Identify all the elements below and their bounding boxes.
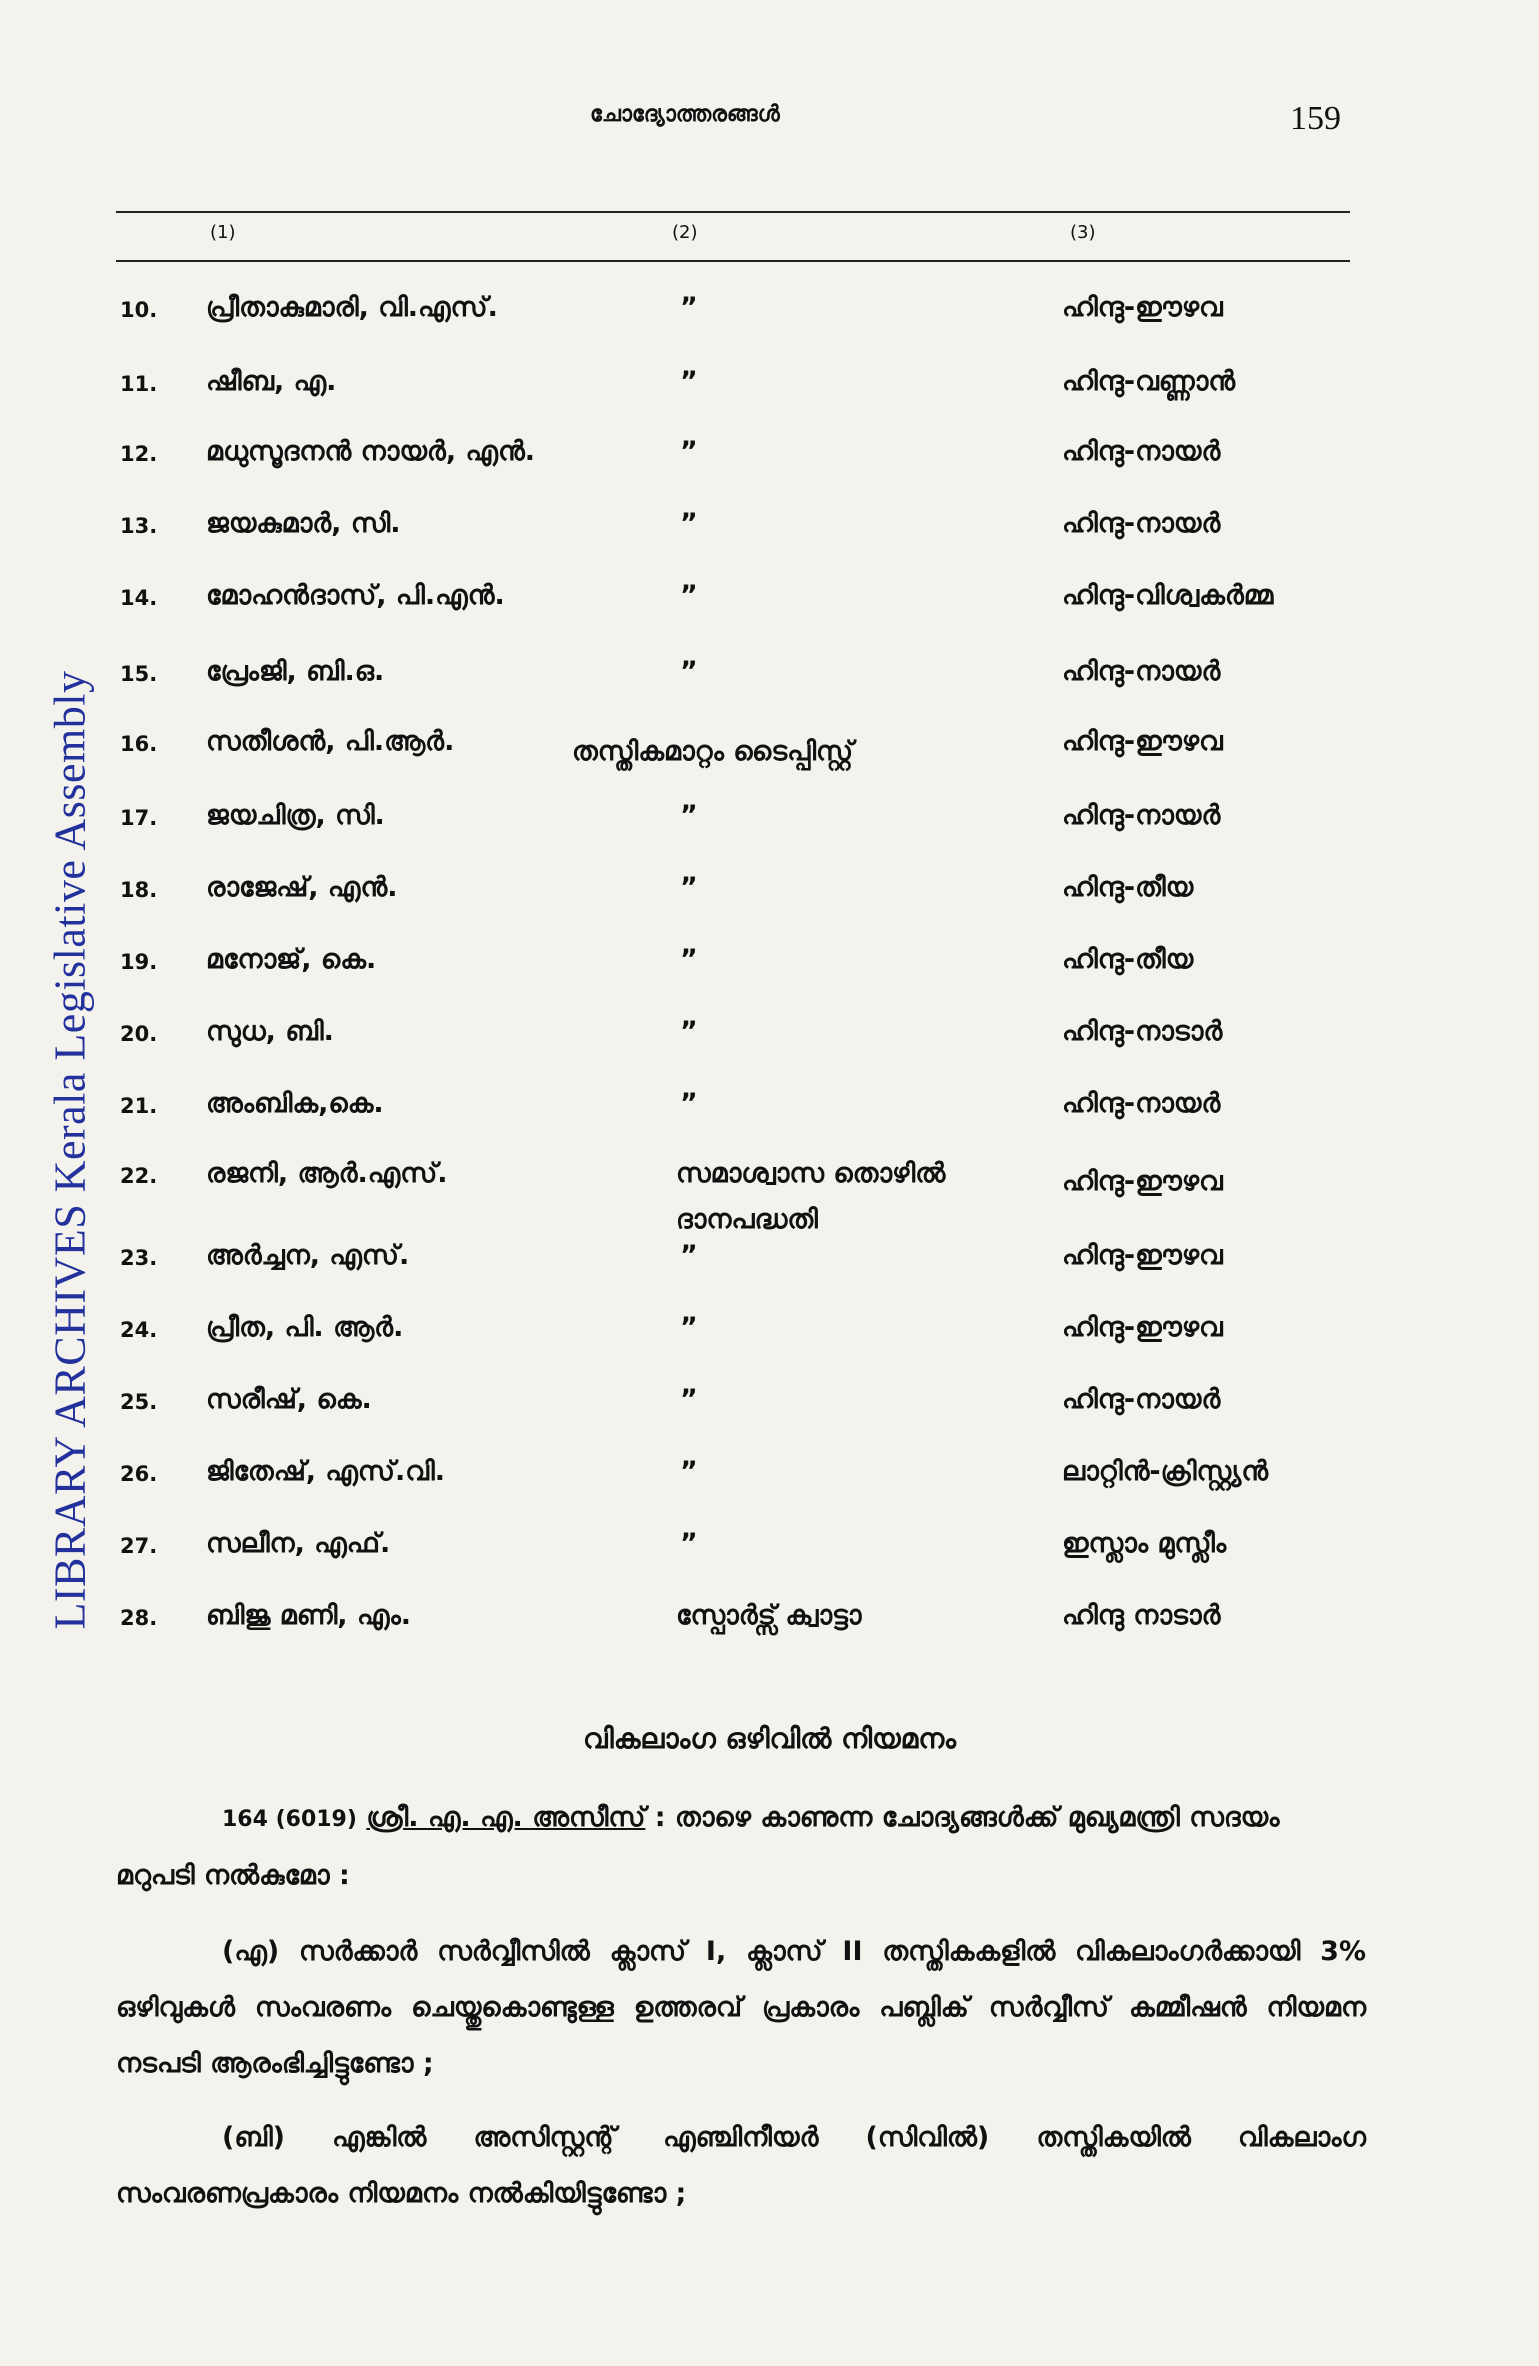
table-header-rule [116,260,1350,262]
running-title: ചോദ്യോത്തരങ്ങൾ [590,102,780,127]
column-header-2: (2) [672,222,698,243]
community: ഹിന്ദു-നാടാർ [1062,1016,1223,1047]
employee-name: ജയചിത്ര, സി. [206,800,385,831]
table-row [116,292,1356,342]
question-a: (എ) സർക്കാർ സർവ്വീസിൽ ക്ലാസ് I, ക്ലാസ് II തസ്തികകളിൽ വികലാംഗർക്കായി 3% ഒഴിവുകൾ സംവരണം ചെയ്തുകൊണ്ടുള്ള ഉത്തരവ് പ്രകാരം പബ്ലിക് സർവ്വീസ് കമ്മീഷൻ നിയമന നടപടി ആരംഭിച്ചിട്ടുണ്ടോ ; [116,1936,1366,2079]
employee-name: രാജേഷ്, എൻ. [206,872,398,903]
row-number: 10. [120,298,158,322]
row-number: 12. [120,442,158,466]
appointment-category: ” [680,872,698,903]
employee-name: മധുസൂദനൻ നായർ, എൻ. [206,436,536,467]
row-number: 21. [120,1094,158,1118]
community: ഹിന്ദു-ഈഴവ [1062,726,1223,757]
row-number: 14. [120,586,158,610]
employee-name: സലീന, എഫ്. [206,1528,391,1559]
table-row [116,656,1356,706]
employee-name: പ്രീത, പി. ആർ. [206,1312,404,1343]
community: ഹിന്ദു-നായർ [1062,436,1221,467]
employee-name: അംബിക,കെ. [206,1088,384,1119]
table-row [116,1158,1356,1235]
employee-name: സതീശൻ, പി.ആർ. [206,726,455,757]
appointment-category: സ്പോർട്സ് ക്വാട്ടാ [676,1600,862,1631]
appointment-category: ” [680,656,698,687]
appointment-category-cont: ദാനപദ്ധതി [676,1204,818,1235]
employee-name: ജിതേഷ്, എസ്.വി. [206,1456,446,1487]
community: ഹിന്ദു-നായർ [1062,1384,1221,1415]
employee-name: രജനി, ആർ.എസ്. [206,1158,448,1189]
appointment-category: ” [680,944,698,975]
table-row [116,1016,1356,1066]
appointment-category: ” [680,1312,698,1343]
table-row [116,366,1356,416]
community: ഹിന്ദു നാടാർ [1062,1600,1221,1631]
question-intro [116,1790,1366,1904]
community: ഇസ്ലാം മുസ്ലീം [1062,1528,1227,1559]
employee-name: പ്രീതാകുമാരി, വി.എസ്. [206,292,498,323]
community: ഹിന്ദു-ഈഴവ [1062,1166,1223,1197]
table-row [116,1528,1356,1578]
row-number: 23. [120,1246,158,1270]
table-row [116,944,1356,994]
row-number: 28. [120,1606,158,1630]
table-row [116,1240,1356,1290]
employee-name: സരീഷ്, കെ. [206,1384,372,1415]
employee-name: പ്രേംജി, ബി.ഒ. [206,656,385,687]
appointment-category: ” [680,580,698,611]
row-number: 24. [120,1318,158,1342]
row-number: 15. [120,662,158,686]
appointment-category: ” [680,1456,698,1487]
appointment-category: ” [680,1384,698,1415]
table-row [116,1088,1356,1138]
member-name: ശ്രീ. എ. എ. അസീസ് [366,1802,646,1833]
table-row [116,508,1356,558]
table-row [116,1312,1356,1362]
employee-name: ജയകുമാർ, സി. [206,508,401,539]
table-row [116,872,1356,922]
employee-name: സുധ, ബി. [206,1016,334,1047]
row-number: 26. [120,1462,158,1486]
table-top-rule [116,211,1350,213]
community: ഹിന്ദു-നായർ [1062,1088,1221,1119]
row-number: 18. [120,878,158,902]
community: ഹിന്ദു-ഈഴവ [1062,292,1223,323]
community: ഹിന്ദു-ഈഴവ [1062,1312,1223,1343]
appointment-category: ” [680,1088,698,1119]
community: ഹിന്ദു-തീയ [1062,872,1194,903]
table-row [116,1384,1356,1434]
appointment-category: ” [680,436,698,467]
row-number: 25. [120,1390,158,1414]
row-number: 17. [120,806,158,830]
appointment-category: സമാശ്വാസ തൊഴിൽ [676,1158,946,1189]
community: ഹിന്ദു-നായർ [1062,656,1221,687]
question-b: (ബി) എങ്കിൽ അസിസ്റ്റന്റ് എഞ്ചിനീയർ (സിവിൽ) തസ്തികയിൽ വികലാംഗ സംവരണപ്രകാരം നിയമനം നൽകിയിട്ടുണ്ടോ ; [116,2122,1366,2209]
appointment-category: ” [680,508,698,539]
employee-name: ഷീബ, എ. [206,366,337,397]
community: ഹിന്ദു-വിശ്വകർമ്മ [1062,580,1274,611]
table-row [116,1456,1356,1506]
employee-name: ബിജു മണി, എം. [206,1600,412,1631]
appointment-category: ” [680,800,698,831]
appointment-category: ” [680,1240,698,1271]
appointment-category: ” [680,1528,698,1559]
table-row [116,436,1356,486]
employee-name: മോഹൻദാസ്, പി.എൻ. [206,580,505,611]
row-number: 27. [120,1534,158,1558]
appointment-category: ” [680,366,698,397]
table-row [116,726,1356,776]
row-number: 22. [120,1164,158,1188]
community: ഹിന്ദു-നായർ [1062,508,1221,539]
row-number: 11. [120,372,158,396]
column-header-3: (3) [1070,222,1096,243]
row-number: 16. [120,732,158,756]
row-number: 13. [120,514,158,538]
appointment-category: തസ്തികമാറ്റം ടൈപ്പിസ്റ്റ് [572,736,854,767]
community: ഹിന്ദു-വണ്ണാൻ [1062,366,1236,397]
table-row [116,580,1356,630]
appointment-category: ” [680,1016,698,1047]
table-row [116,1600,1356,1650]
community: ഹിന്ദു-തീയ [1062,944,1194,975]
column-header-1: (1) [210,222,236,243]
section-heading: വികലാംഗ ഒഴിവിൽ നിയമനം [583,1722,956,1755]
row-number: 20. [120,1022,158,1046]
community: ലാറ്റിൻ-ക്രിസ്റ്റ്യൻ [1062,1456,1269,1487]
archive-watermark: LIBRARY ARCHIVES Kerala Legislative Assembly [45,670,95,1630]
employee-name: അർച്ചന, എസ്. [206,1240,410,1271]
row-number: 19. [120,950,158,974]
question-number: 164 (6019) [222,1807,357,1832]
community: ഹിന്ദു-ഈഴവ [1062,1240,1223,1271]
table-row [116,800,1356,850]
appointment-category: ” [680,292,698,323]
employee-name: മനോജ്, കെ. [206,944,377,975]
community: ഹിന്ദു-നായർ [1062,800,1221,831]
page-header [0,100,1539,150]
page-number: 159 [1290,100,1341,137]
question-intro-text: : താഴെ കാണുന്ന ചോദ്യങ്ങൾക്ക് മുഖ്യമന്ത്രി സദയം മറുപടി നൽകുമോ : [116,1802,1280,1891]
